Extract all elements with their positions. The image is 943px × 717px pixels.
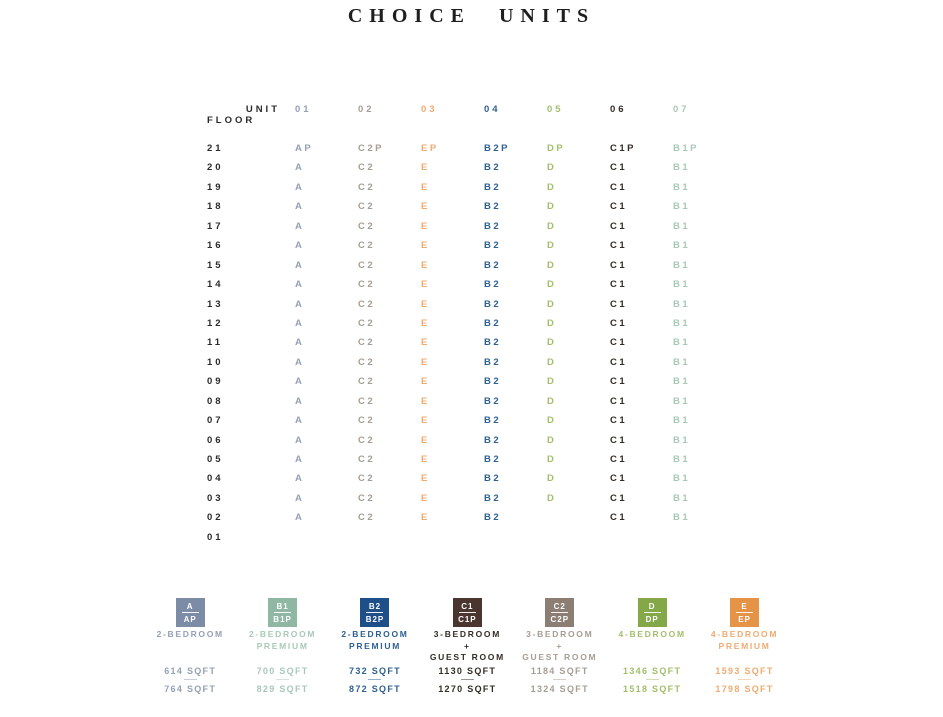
unit-cell-B2P[interactable]: B2P xyxy=(484,143,510,154)
legend-item-A xyxy=(144,598,236,710)
legend-code-bottom: C2P xyxy=(550,614,570,624)
unit-cell-B2[interactable]: B2 xyxy=(484,181,502,193)
legend-sqft-range xyxy=(514,666,606,694)
legend-label-line: 4-BEDROOM xyxy=(710,629,779,639)
unit-cell-A[interactable]: A xyxy=(295,376,305,388)
unit-cell-B1[interactable]: B1 xyxy=(673,201,691,213)
unit-cell-B2[interactable]: B2 xyxy=(484,415,502,427)
legend-swatch-C1[interactable] xyxy=(453,598,482,627)
unit-cell-A[interactable]: A xyxy=(295,298,305,310)
unit-cell-C2[interactable]: C2 xyxy=(358,317,376,329)
unit-cell-empty xyxy=(484,528,547,547)
unit-cell-empty xyxy=(673,528,736,547)
legend-label-line: 3-BEDROOM xyxy=(526,629,594,639)
floor-number: 04 xyxy=(207,473,224,485)
unit-cell-empty xyxy=(547,508,610,527)
legend-code-top: C2 xyxy=(553,601,566,611)
unit-cell-B2[interactable]: B2 xyxy=(484,512,502,524)
table-row-floor-02 xyxy=(207,508,736,527)
legend-code-top: D xyxy=(648,601,656,611)
legend-code-top: E xyxy=(741,601,748,611)
unit-cell-empty xyxy=(421,528,484,547)
unit-cell-C1[interactable]: C1 xyxy=(610,201,628,213)
unit-cell-D[interactable]: D xyxy=(547,454,557,465)
floor-number: 09 xyxy=(207,376,224,388)
unit-cell-A[interactable]: A xyxy=(295,492,305,504)
unit-cell-B1[interactable]: B1 xyxy=(673,454,691,465)
unit-cell-A[interactable]: A xyxy=(295,220,305,232)
unit-cell-D[interactable]: D xyxy=(547,279,557,291)
unit-stacking-table xyxy=(207,104,736,547)
unit-axis-label: UNIT xyxy=(245,104,280,115)
sqft-divider xyxy=(368,679,381,680)
unit-cell-C2[interactable]: C2 xyxy=(358,220,376,232)
unit-cell-E[interactable]: E xyxy=(421,415,430,427)
unit-cell-C2P[interactable]: C2P xyxy=(358,143,384,154)
unit-cell-C2[interactable]: C2 xyxy=(358,201,376,213)
unit-cell-D[interactable]: D xyxy=(547,473,557,485)
table-row-floor-12 xyxy=(207,314,736,333)
unit-cell-E[interactable]: E xyxy=(421,454,430,465)
unit-cell-C2[interactable]: C2 xyxy=(358,162,376,174)
unit-cell-C2[interactable]: C2 xyxy=(358,298,376,310)
unit-cell-D[interactable]: D xyxy=(547,220,557,232)
legend-code-bottom: B2P xyxy=(365,614,385,624)
sqft-divider xyxy=(461,679,474,680)
legend-type-label xyxy=(514,629,606,664)
unit-cell-E[interactable]: E xyxy=(421,279,430,291)
unit-cell-D[interactable]: D xyxy=(547,240,557,252)
sqft-max: 1324 SQFT xyxy=(530,684,589,694)
legend-label-line: + xyxy=(464,640,471,651)
unit-cell-C2[interactable]: C2 xyxy=(358,492,376,504)
legend-swatch-D[interactable] xyxy=(638,598,667,627)
unit-type-legend xyxy=(144,598,792,710)
unit-cell-C2[interactable]: C2 xyxy=(358,395,376,407)
unit-cell-C1[interactable]: C1 xyxy=(610,220,628,232)
unit-cell-C2[interactable]: C2 xyxy=(358,259,376,271)
table-row-floor-11 xyxy=(207,333,736,352)
legend-label-line: GUEST ROOM xyxy=(429,652,505,662)
sqft-divider xyxy=(184,679,197,680)
table-row-floor-18 xyxy=(207,197,736,216)
sqft-min: 732 SQFT xyxy=(349,666,401,676)
floor-number: 18 xyxy=(207,201,224,213)
table-row-floor-16 xyxy=(207,236,736,255)
unit-cell-B2[interactable]: B2 xyxy=(484,259,502,271)
table-row-floor-01 xyxy=(207,528,736,547)
unit-cell-C2[interactable]: C2 xyxy=(358,376,376,388)
unit-cell-E[interactable]: E xyxy=(421,162,430,174)
unit-cell-A[interactable]: A xyxy=(295,259,305,271)
table-row-floor-15 xyxy=(207,256,736,275)
unit-cell-B1[interactable]: B1 xyxy=(673,181,691,193)
legend-label-line: PREMIUM xyxy=(348,640,401,651)
unit-cell-E[interactable]: E xyxy=(421,395,430,407)
unit-cell-C1[interactable]: C1 xyxy=(610,317,628,329)
unit-cell-DP[interactable]: DP xyxy=(547,143,566,154)
unit-cell-D[interactable]: D xyxy=(547,356,557,368)
sqft-min: 700 SQFT xyxy=(256,666,309,676)
table-row-floor-19 xyxy=(207,178,736,197)
legend-label-line: 4-BEDROOM xyxy=(618,629,686,639)
unit-cell-C2[interactable]: C2 xyxy=(358,434,376,446)
unit-cell-A[interactable]: A xyxy=(295,337,305,349)
unit-cell-B1[interactable]: B1 xyxy=(673,356,691,368)
unit-cell-C1[interactable]: C1 xyxy=(610,298,628,310)
legend-code-bottom: B1P xyxy=(273,614,292,624)
unit-cell-C1[interactable]: C1 xyxy=(610,492,628,504)
table-row-floor-21 xyxy=(207,139,736,158)
floor-number: 02 xyxy=(207,512,224,524)
unit-cell-E[interactable]: E xyxy=(421,201,430,213)
unit-cell-B2[interactable]: B2 xyxy=(484,317,502,329)
floor-number: 11 xyxy=(207,337,224,349)
legend-swatch-A[interactable] xyxy=(176,598,205,627)
unit-cell-B1[interactable]: B1 xyxy=(673,376,691,388)
unit-cell-E[interactable]: E xyxy=(421,220,430,232)
unit-cell-C2[interactable]: C2 xyxy=(358,337,376,349)
legend-label-line: 2-BEDROOM xyxy=(156,629,224,639)
unit-cell-B2[interactable]: B2 xyxy=(484,240,502,252)
unit-cell-E[interactable]: E xyxy=(421,181,430,193)
legend-swatch-E[interactable] xyxy=(730,598,759,627)
legend-code-divider xyxy=(366,612,383,613)
floor-number: 10 xyxy=(207,356,224,368)
unit-cell-A[interactable]: A xyxy=(295,473,305,485)
unit-cell-B2[interactable]: B2 xyxy=(484,337,502,349)
unit-cell-C1[interactable]: C1 xyxy=(610,356,628,368)
table-row-floor-06 xyxy=(207,431,736,450)
legend-item-C1 xyxy=(421,598,513,710)
sqft-divider xyxy=(553,679,566,680)
floor-number: 17 xyxy=(207,220,224,232)
unit-cell-C1[interactable]: C1 xyxy=(610,259,628,271)
unit-cell-B1[interactable]: B1 xyxy=(673,162,691,174)
unit-cell-B2[interactable]: B2 xyxy=(484,220,502,232)
unit-cell-C1[interactable]: C1 xyxy=(610,395,628,407)
unit-cell-C1P[interactable]: C1P xyxy=(610,143,636,154)
table-row-floor-08 xyxy=(207,392,736,411)
unit-cell-C2[interactable]: C2 xyxy=(358,512,376,524)
legend-type-label xyxy=(421,629,513,664)
unit-cell-empty xyxy=(295,528,358,547)
legend-sqft-range xyxy=(236,666,328,694)
unit-cell-B2[interactable]: B2 xyxy=(484,201,502,213)
unit-cell-B2[interactable]: B2 xyxy=(484,356,502,368)
unit-cell-B1[interactable]: B1 xyxy=(673,434,691,446)
unit-cell-empty xyxy=(358,528,421,547)
unit-cell-B2[interactable]: B2 xyxy=(484,279,502,291)
unit-cell-D[interactable]: D xyxy=(547,415,557,427)
unit-cell-B1[interactable]: B1 xyxy=(673,220,691,232)
unit-cell-B2[interactable]: B2 xyxy=(484,298,502,310)
axis-labels xyxy=(207,104,295,126)
sqft-max: 872 SQFT xyxy=(349,684,401,694)
unit-cell-B1[interactable]: B1 xyxy=(673,317,691,329)
unit-cell-AP[interactable]: AP xyxy=(295,143,314,154)
sqft-min: 1593 SQFT xyxy=(715,666,774,676)
floor-number: 13 xyxy=(207,298,224,310)
sqft-divider xyxy=(276,679,289,680)
unit-cell-E[interactable]: E xyxy=(421,259,430,271)
table-row-floor-20 xyxy=(207,158,736,177)
unit-cell-A[interactable]: A xyxy=(295,356,305,368)
unit-cell-B1[interactable]: B1 xyxy=(673,512,691,524)
legend-swatch-B1[interactable] xyxy=(268,598,297,627)
legend-type-label xyxy=(144,629,236,641)
column-header-01: 01 xyxy=(295,104,312,115)
legend-sqft-range xyxy=(329,666,421,694)
legend-label-line: GUEST ROOM xyxy=(522,652,598,662)
legend-code-top: C1 xyxy=(461,601,474,611)
table-row-floor-14 xyxy=(207,275,736,294)
unit-cell-D[interactable]: D xyxy=(547,298,557,310)
legend-code-divider xyxy=(459,612,476,613)
legend-item-C2 xyxy=(514,598,606,710)
unit-cell-E[interactable]: E xyxy=(421,337,430,349)
unit-cell-A[interactable]: A xyxy=(295,181,305,193)
table-row-floor-05 xyxy=(207,450,736,469)
legend-label-line: PREMIUM xyxy=(718,640,771,651)
floor-number: 12 xyxy=(207,317,224,329)
unit-cell-C1[interactable]: C1 xyxy=(610,454,628,465)
legend-sqft-range xyxy=(421,666,513,694)
table-row-floor-04 xyxy=(207,469,736,488)
unit-cell-A[interactable]: A xyxy=(295,317,305,329)
unit-cell-C2[interactable]: C2 xyxy=(358,415,376,427)
unit-cell-C1[interactable]: C1 xyxy=(610,162,628,174)
legend-sqft-range xyxy=(144,666,236,694)
unit-cell-C1[interactable]: C1 xyxy=(610,337,628,349)
table-row-floor-09 xyxy=(207,372,736,391)
floor-number: 01 xyxy=(207,531,224,543)
unit-cell-E[interactable]: E xyxy=(421,376,430,388)
legend-code-divider xyxy=(182,612,199,613)
floor-number: 08 xyxy=(207,395,224,407)
floor-number: 20 xyxy=(207,162,224,174)
unit-cell-B1[interactable]: B1 xyxy=(673,415,691,427)
unit-cell-B1[interactable]: B1 xyxy=(673,298,691,310)
sqft-max: 1270 SQFT xyxy=(438,684,497,694)
unit-cell-C2[interactable]: C2 xyxy=(358,240,376,252)
floor-rows xyxy=(207,139,736,547)
unit-cell-B1[interactable]: B1 xyxy=(673,259,691,271)
table-row-floor-07 xyxy=(207,411,736,430)
column-header-03: 03 xyxy=(421,104,438,115)
unit-cell-C1[interactable]: C1 xyxy=(610,376,628,388)
unit-cell-B1[interactable]: B1 xyxy=(673,337,691,349)
legend-type-label xyxy=(236,629,328,652)
unit-cell-A[interactable]: A xyxy=(295,162,305,174)
sqft-min: 1130 SQFT xyxy=(438,666,497,676)
unit-cell-C2[interactable]: C2 xyxy=(358,356,376,368)
unit-cell-C1[interactable]: C1 xyxy=(610,240,628,252)
unit-cell-C1[interactable]: C1 xyxy=(610,473,628,485)
table-row-floor-10 xyxy=(207,353,736,372)
sqft-max: 1518 SQFT xyxy=(623,684,682,694)
unit-cell-C2[interactable]: C2 xyxy=(358,279,376,291)
legend-code-bottom: C1P xyxy=(458,614,477,624)
column-header-05: 05 xyxy=(547,104,564,115)
sqft-min: 614 SQFT xyxy=(164,666,217,676)
unit-cell-A[interactable]: A xyxy=(295,395,305,407)
unit-cell-D[interactable]: D xyxy=(547,337,557,349)
sqft-divider xyxy=(738,679,751,680)
legend-label-line: 2-BEDROOM xyxy=(341,629,409,639)
unit-cell-E[interactable]: E xyxy=(421,473,430,485)
unit-cell-E[interactable]: E xyxy=(421,492,430,504)
unit-cell-B1[interactable]: B1 xyxy=(673,473,691,485)
unit-cell-A[interactable]: A xyxy=(295,434,305,446)
legend-code-top: B2 xyxy=(368,601,382,611)
table-row-floor-17 xyxy=(207,217,736,236)
legend-code-divider xyxy=(551,612,568,613)
unit-cell-B2[interactable]: B2 xyxy=(484,434,502,446)
unit-cell-A[interactable]: A xyxy=(295,201,305,213)
unit-cell-D[interactable]: D xyxy=(547,162,557,174)
unit-cell-C2[interactable]: C2 xyxy=(358,181,376,193)
table-header xyxy=(207,104,736,126)
legend-code-bottom: DP xyxy=(645,614,659,624)
unit-cell-B1[interactable]: B1 xyxy=(673,395,691,407)
legend-label-line: 2-BEDROOM xyxy=(248,629,317,639)
floor-number: 15 xyxy=(207,259,224,271)
unit-cell-B2[interactable]: B2 xyxy=(484,492,502,504)
unit-cell-D[interactable]: D xyxy=(547,395,557,407)
sqft-min: 1346 SQFT xyxy=(623,666,682,676)
legend-item-E xyxy=(698,598,790,710)
unit-cell-empty xyxy=(610,528,673,547)
unit-cell-A[interactable]: A xyxy=(295,454,305,465)
unit-cell-D[interactable]: D xyxy=(547,259,557,271)
floor-axis-label: FLOOR xyxy=(207,115,256,126)
unit-cell-B1[interactable]: B1 xyxy=(673,240,691,252)
unit-cell-B2[interactable]: B2 xyxy=(484,162,502,174)
unit-cell-C1[interactable]: C1 xyxy=(610,181,628,193)
page-title: CHOICE UNITS xyxy=(347,5,596,27)
legend-code-bottom: EP xyxy=(738,614,751,624)
unit-cell-B1[interactable]: B1 xyxy=(673,279,691,291)
unit-cell-A[interactable]: A xyxy=(295,240,305,252)
floor-number: 06 xyxy=(207,434,224,446)
unit-cell-D[interactable]: D xyxy=(547,201,557,213)
column-header-06: 06 xyxy=(610,104,627,115)
unit-cell-E[interactable]: E xyxy=(421,317,430,329)
unit-cell-E[interactable]: E xyxy=(421,356,430,368)
legend-item-B2 xyxy=(329,598,421,710)
unit-cell-B2[interactable]: B2 xyxy=(484,473,502,485)
floor-number: 21 xyxy=(207,143,224,154)
unit-cell-B2[interactable]: B2 xyxy=(484,395,502,407)
legend-type-label xyxy=(606,629,698,641)
unit-cell-C1[interactable]: C1 xyxy=(610,434,628,446)
legend-code-divider xyxy=(736,612,753,613)
unit-cell-A[interactable]: A xyxy=(295,415,305,427)
unit-cell-C1[interactable]: C1 xyxy=(610,512,628,524)
column-header-07: 07 xyxy=(673,104,690,115)
unit-cell-B2[interactable]: B2 xyxy=(484,454,502,465)
floor-number: 19 xyxy=(207,181,224,193)
unit-cell-C1[interactable]: C1 xyxy=(610,415,628,427)
column-header-04: 04 xyxy=(484,104,501,115)
legend-label-line: 3-BEDROOM xyxy=(433,629,501,639)
unit-cell-D[interactable]: D xyxy=(547,181,557,193)
floor-number: 16 xyxy=(207,240,224,252)
legend-sqft-range xyxy=(606,666,698,694)
unit-cell-C2[interactable]: C2 xyxy=(358,454,376,465)
unit-cell-empty xyxy=(547,528,610,547)
unit-cell-C2[interactable]: C2 xyxy=(358,473,376,485)
legend-type-label xyxy=(329,629,421,652)
sqft-max: 1798 SQFT xyxy=(715,684,774,694)
unit-cell-E[interactable]: E xyxy=(421,298,430,310)
floor-number: 03 xyxy=(207,492,224,504)
sqft-max: 829 SQFT xyxy=(256,684,309,694)
unit-cell-D[interactable]: D xyxy=(547,317,557,329)
legend-type-label xyxy=(698,629,790,652)
floor-number: 14 xyxy=(207,279,224,291)
legend-swatch-C2[interactable] xyxy=(545,598,574,627)
legend-code-bottom: AP xyxy=(183,614,197,624)
unit-cell-EP[interactable]: EP xyxy=(421,143,439,154)
legend-label-line: PREMIUM xyxy=(256,640,309,651)
legend-sqft-range xyxy=(698,666,790,694)
unit-cell-B2[interactable]: B2 xyxy=(484,376,502,388)
table-row-floor-13 xyxy=(207,295,736,314)
legend-label-line: + xyxy=(556,640,564,651)
floor-number: 05 xyxy=(207,454,224,465)
legend-code-divider xyxy=(274,612,291,613)
legend-code-top: A xyxy=(186,601,194,611)
unit-cell-B1[interactable]: B1 xyxy=(673,492,691,504)
unit-cell-E[interactable]: E xyxy=(421,512,430,524)
legend-code-top: B1 xyxy=(276,601,289,611)
unit-cell-D[interactable]: D xyxy=(547,376,557,388)
unit-cell-C1[interactable]: C1 xyxy=(610,279,628,291)
legend-code-divider xyxy=(644,612,661,613)
unit-cell-D[interactable]: D xyxy=(547,492,557,504)
unit-cell-E[interactable]: E xyxy=(421,434,430,446)
table-row-floor-03 xyxy=(207,489,736,508)
unit-cell-E[interactable]: E xyxy=(421,240,430,252)
unit-cell-B1P[interactable]: B1P xyxy=(673,143,699,154)
unit-cell-A[interactable]: A xyxy=(295,279,305,291)
unit-cell-D[interactable]: D xyxy=(547,434,557,446)
column-header-02: 02 xyxy=(358,104,375,115)
sqft-min: 1184 SQFT xyxy=(530,666,589,676)
floor-number: 07 xyxy=(207,415,224,427)
sqft-divider xyxy=(646,679,659,680)
legend-item-D xyxy=(606,598,698,710)
legend-item-B1 xyxy=(236,598,328,710)
sqft-max: 764 SQFT xyxy=(164,684,217,694)
unit-cell-A[interactable]: A xyxy=(295,512,305,524)
legend-swatch-B2[interactable] xyxy=(360,598,389,627)
